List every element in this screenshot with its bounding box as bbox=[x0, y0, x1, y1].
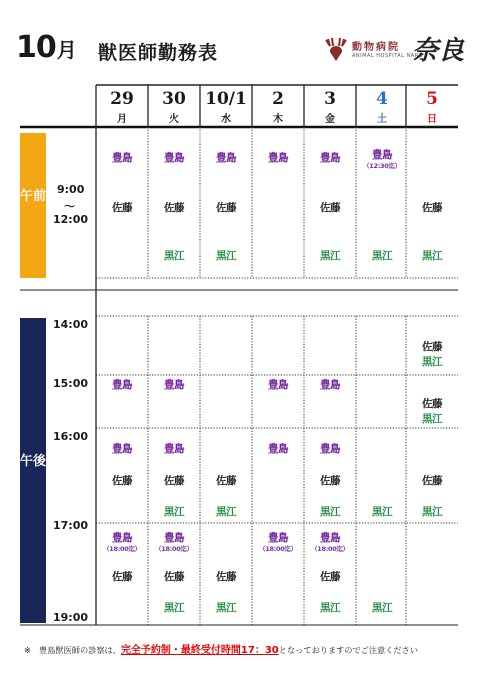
time-label: 〜 bbox=[64, 200, 75, 213]
doctor-entry: 佐藤 bbox=[320, 571, 340, 583]
day-name: 木 bbox=[273, 114, 283, 125]
doctor-entry: 佐藤 bbox=[112, 571, 132, 583]
doctor-entry: 黒江 bbox=[372, 250, 392, 262]
doctor-entry: 佐藤 bbox=[216, 202, 236, 214]
doctor-entry: 豊島 bbox=[320, 443, 340, 455]
doctor-entry: 黒江 bbox=[216, 250, 236, 262]
time-label: 19:00 bbox=[53, 611, 89, 624]
doctor-entry: 佐藤 bbox=[112, 202, 132, 214]
month-number: 10 bbox=[16, 30, 56, 65]
afternoon-label: 午後 bbox=[20, 454, 47, 469]
doctor-entry: 豊島 bbox=[164, 443, 184, 455]
day-name: 日 bbox=[427, 114, 437, 125]
page-title: 獣医師勤務表 bbox=[98, 42, 219, 64]
logo-subtitle: ANIMAL HOSPITAL NARA bbox=[352, 53, 423, 59]
doctor-entry: 黒江 bbox=[216, 602, 236, 614]
doctor-entry: 佐藤 bbox=[216, 475, 236, 487]
doctor-entry: 豊島 bbox=[112, 379, 132, 391]
doctor-entry: 豊島 bbox=[112, 443, 132, 455]
day-number: 30 bbox=[162, 89, 186, 109]
doctor-entry: 佐藤 bbox=[112, 475, 132, 487]
month-unit: 月 bbox=[56, 38, 76, 62]
day-name: 火 bbox=[169, 114, 179, 125]
day-number: 4 bbox=[376, 89, 388, 109]
day-name: 水 bbox=[221, 114, 231, 125]
day-number: 29 bbox=[110, 89, 134, 109]
footer-suffix: となっておりますのでご注意ください bbox=[278, 645, 418, 655]
doctor-entry: 黒江 bbox=[164, 250, 184, 262]
doctor-entry: 佐藤 bbox=[216, 571, 236, 583]
doctor-entry: 佐藤 bbox=[422, 341, 442, 353]
morning-label: 午前 bbox=[20, 189, 47, 204]
time-note: （18:00迄） bbox=[311, 545, 349, 553]
time-label: 12:00 bbox=[53, 213, 89, 226]
footer-emphasis: 完全予約制・最終受付時間17：30 bbox=[120, 645, 279, 656]
doctor-entry: 黒江 bbox=[372, 506, 392, 518]
doctor-entry: 豊島 bbox=[164, 152, 184, 164]
time-label: 14:00 bbox=[53, 318, 89, 331]
day-name: 土 bbox=[377, 114, 387, 125]
day-number: 10/1 bbox=[205, 89, 247, 109]
afternoon-session-bar bbox=[20, 318, 46, 623]
doctor-entry: 豊島 bbox=[164, 532, 184, 544]
day-number: 5 bbox=[426, 89, 438, 109]
day-number: 3 bbox=[324, 89, 336, 109]
logo-script: 奈良 bbox=[412, 36, 465, 66]
doctor-entry: 豊島 bbox=[268, 532, 288, 544]
morning-session-bar bbox=[20, 133, 46, 278]
day-name: 金 bbox=[325, 114, 335, 125]
time-note: （18:00迄） bbox=[259, 545, 297, 553]
doctor-entry: 豊島 bbox=[112, 152, 132, 164]
doctor-entry: 豊島 bbox=[320, 152, 340, 164]
doctor-entry: 豊島 bbox=[268, 443, 288, 455]
footer-prefix: ※ 豊島獣医師の診察は、 bbox=[24, 645, 121, 655]
doctor-entry: 豊島 bbox=[268, 379, 288, 391]
doctor-entry: 黒江 bbox=[372, 602, 392, 614]
day-name: 月 bbox=[117, 114, 127, 125]
footer-note bbox=[24, 641, 418, 656]
doctor-entry: 黒江 bbox=[422, 250, 442, 262]
time-note: （12:30迄） bbox=[363, 162, 401, 170]
doctor-entry: 豊島 bbox=[320, 379, 340, 391]
doctor-entry: 佐藤 bbox=[164, 202, 184, 214]
logo-name: 動物病院 bbox=[352, 42, 400, 53]
time-label: 16:00 bbox=[53, 430, 89, 443]
time-label: 17:00 bbox=[53, 519, 89, 532]
doctor-entry: 佐藤 bbox=[422, 398, 442, 410]
doctor-entry: 黒江 bbox=[422, 356, 442, 368]
day-number: 2 bbox=[272, 89, 284, 109]
time-label: 9:00 bbox=[57, 183, 85, 196]
doctor-entry: 黒江 bbox=[422, 413, 442, 425]
time-note: （18:00迄） bbox=[155, 545, 193, 553]
time-label: 15:00 bbox=[53, 377, 89, 390]
doctor-entry: 佐藤 bbox=[320, 475, 340, 487]
doctor-entry: 佐藤 bbox=[320, 202, 340, 214]
doctor-entry: 佐藤 bbox=[164, 475, 184, 487]
doctor-entry: 豊島 bbox=[268, 152, 288, 164]
doctor-entry: 豊島 bbox=[216, 152, 236, 164]
doctor-entry: 黒江 bbox=[216, 506, 236, 518]
doctor-entry: 黒江 bbox=[422, 506, 442, 518]
doctor-entry: 黒江 bbox=[164, 506, 184, 518]
time-note: （18:00迄） bbox=[103, 545, 141, 553]
doctor-entry: 佐藤 bbox=[422, 202, 442, 214]
doctor-entry: 黒江 bbox=[164, 602, 184, 614]
doctor-entry: 佐藤 bbox=[164, 571, 184, 583]
doctor-entry: 黒江 bbox=[320, 250, 340, 262]
doctor-entry: 黒江 bbox=[320, 602, 340, 614]
doctor-entry: 豊島 bbox=[320, 532, 340, 544]
doctor-entry: 豊島 bbox=[164, 379, 184, 391]
doctor-entry: 黒江 bbox=[320, 506, 340, 518]
doctor-entry: 豊島 bbox=[112, 532, 132, 544]
doctor-entry: 佐藤 bbox=[422, 475, 442, 487]
doctor-entry: 豊島 bbox=[372, 149, 392, 161]
